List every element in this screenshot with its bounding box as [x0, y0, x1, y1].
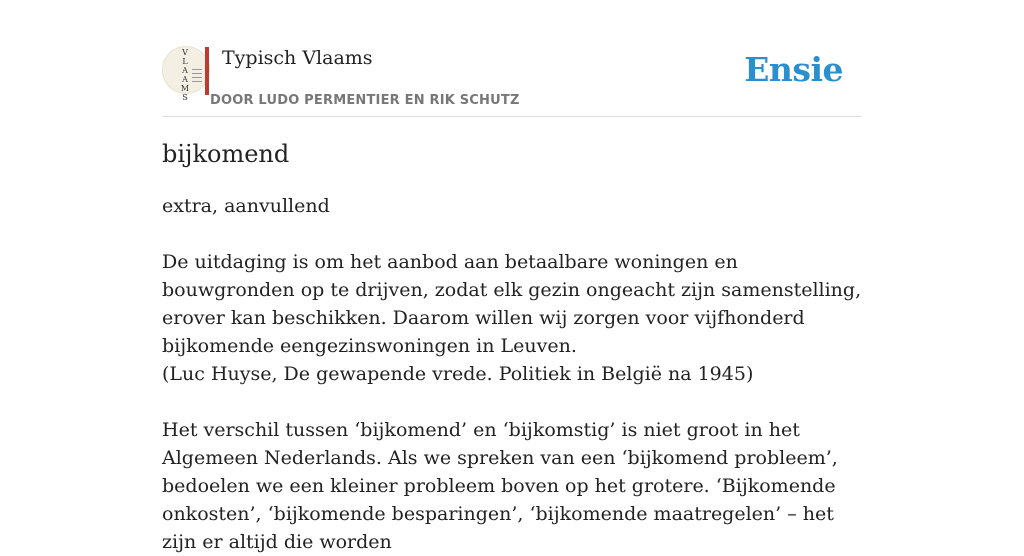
entry-definition: extra, aanvullend [162, 195, 330, 217]
book-cover-decoration [192, 69, 202, 85]
brand-logo[interactable]: Ensie [744, 50, 843, 89]
example-quote: De uitdaging is om het aanbod aan betaalbare woningen en bouwgronden op te drijven, zodat elk gezin ongeacht zijn samenstelling, erover kan beschikken. Daarom willen wij zorgen voor vijfhonderd bijkomende eengezinswoningen in Leuven. [162, 251, 862, 357]
entry-example [162, 248, 862, 388]
book-authors: DOOR LUDO PERMENTIER EN RIK SCHUTZ [210, 93, 520, 108]
book-cover-image[interactable] [162, 46, 210, 102]
book-cover-stripe [205, 47, 209, 95]
entry-title: bijkomend [162, 140, 290, 168]
entry-explanation: Het verschil tussen ‘bijkomend’ en ‘bijkomstig’ is niet groot in het Algemeen Nederlands. Als we spreken van een ‘bijkomend probleem’, bedoelen we een kleiner probleem boven op het grotere. ‘Bijkomende onkosten’, ‘bijkomende besparingen’, ‘bijkomende maatregelen’ – het zijn er altijd die worden [162, 419, 838, 553]
entry-content [162, 132, 862, 556]
book-title[interactable]: Typisch Vlaams [222, 47, 373, 69]
book-cover-text: V L A A M S [180, 48, 190, 102]
example-source: (Luc Huyse, De gewapende vrede. Politiek in België na 1945) [162, 363, 754, 385]
site-header [162, 44, 862, 117]
